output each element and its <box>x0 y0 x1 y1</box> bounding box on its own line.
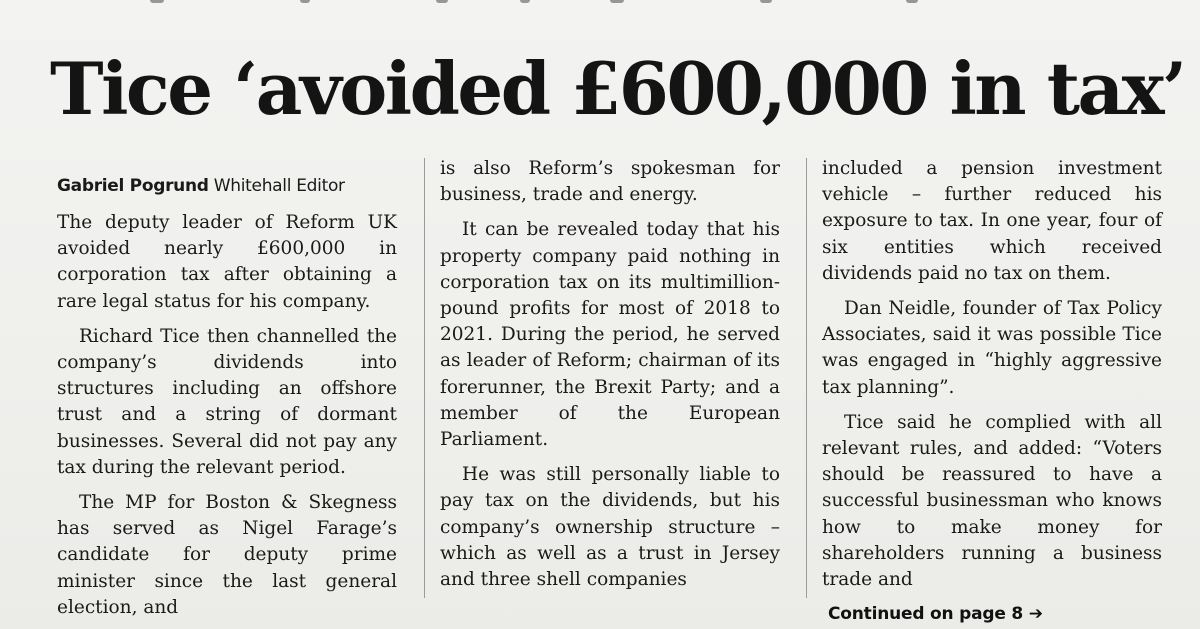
article-paragraph: Dan Neidle, founder of Tax Policy Associates, said it was possible Tice was engaged in “highly aggressive tax planning”. <box>822 298 1162 398</box>
article-paragraph: The deputy leader of Reform UK avoided nearly £600,000 in corporation tax after obtaining a rare legal status for his company. <box>57 212 397 312</box>
article-column-1 <box>57 156 397 629</box>
article-paragraph: Richard Tice then channelled the company’s dividends into structures including an offshore trust and a string of dormant businesses. Several did not pay any tax during the relevant period. <box>57 325 397 478</box>
article-paragraph: He was still personally liable to pay tax on the dividends, but his company’s ownership structure – which as well as a trust in Jersey and three shell companies <box>440 464 780 591</box>
byline <box>57 174 397 198</box>
author-role: Whitehall Editor <box>213 176 345 196</box>
author-name: Gabriel Pogrund <box>57 176 209 196</box>
article-paragraph: included a pension investment vehicle – further reduced his exposure to tax. In one year, four of six entities which received dividends paid no tax on them. <box>822 158 1162 284</box>
column-divider <box>806 158 807 598</box>
article-paragraph: It can be revealed today that his property company paid nothing in corporation tax on its multimillion-pound profits for most of 2018 to 2021. During the period, he served as leader of Reform; chairman of its forerunner, the Brexit Party; and a member of the European Parliament. <box>440 219 780 451</box>
article-column-2 <box>440 156 780 602</box>
article-paragraph: Tice said he complied with all relevant rules, and added: “Voters should be reassured to have a successful businessman who knows how to make money for shareholders running a business trade and <box>822 411 1162 591</box>
headline: Tice ‘avoided £600,000 in tax’ <box>50 46 1185 131</box>
article-column-3 <box>822 156 1162 626</box>
continued-on-page-link[interactable]: Continued on page 8 ➔ <box>828 604 1043 625</box>
previous-article-text-fragment <box>0 0 1200 14</box>
column-divider <box>424 158 425 598</box>
article-paragraph: The MP for Boston & Skegness has served as Nigel Farage’s candidate for deputy prime minister since the last general election, and <box>57 492 397 618</box>
article-paragraph: is also Reform’s spokesman for business, trade and energy. <box>440 158 780 206</box>
